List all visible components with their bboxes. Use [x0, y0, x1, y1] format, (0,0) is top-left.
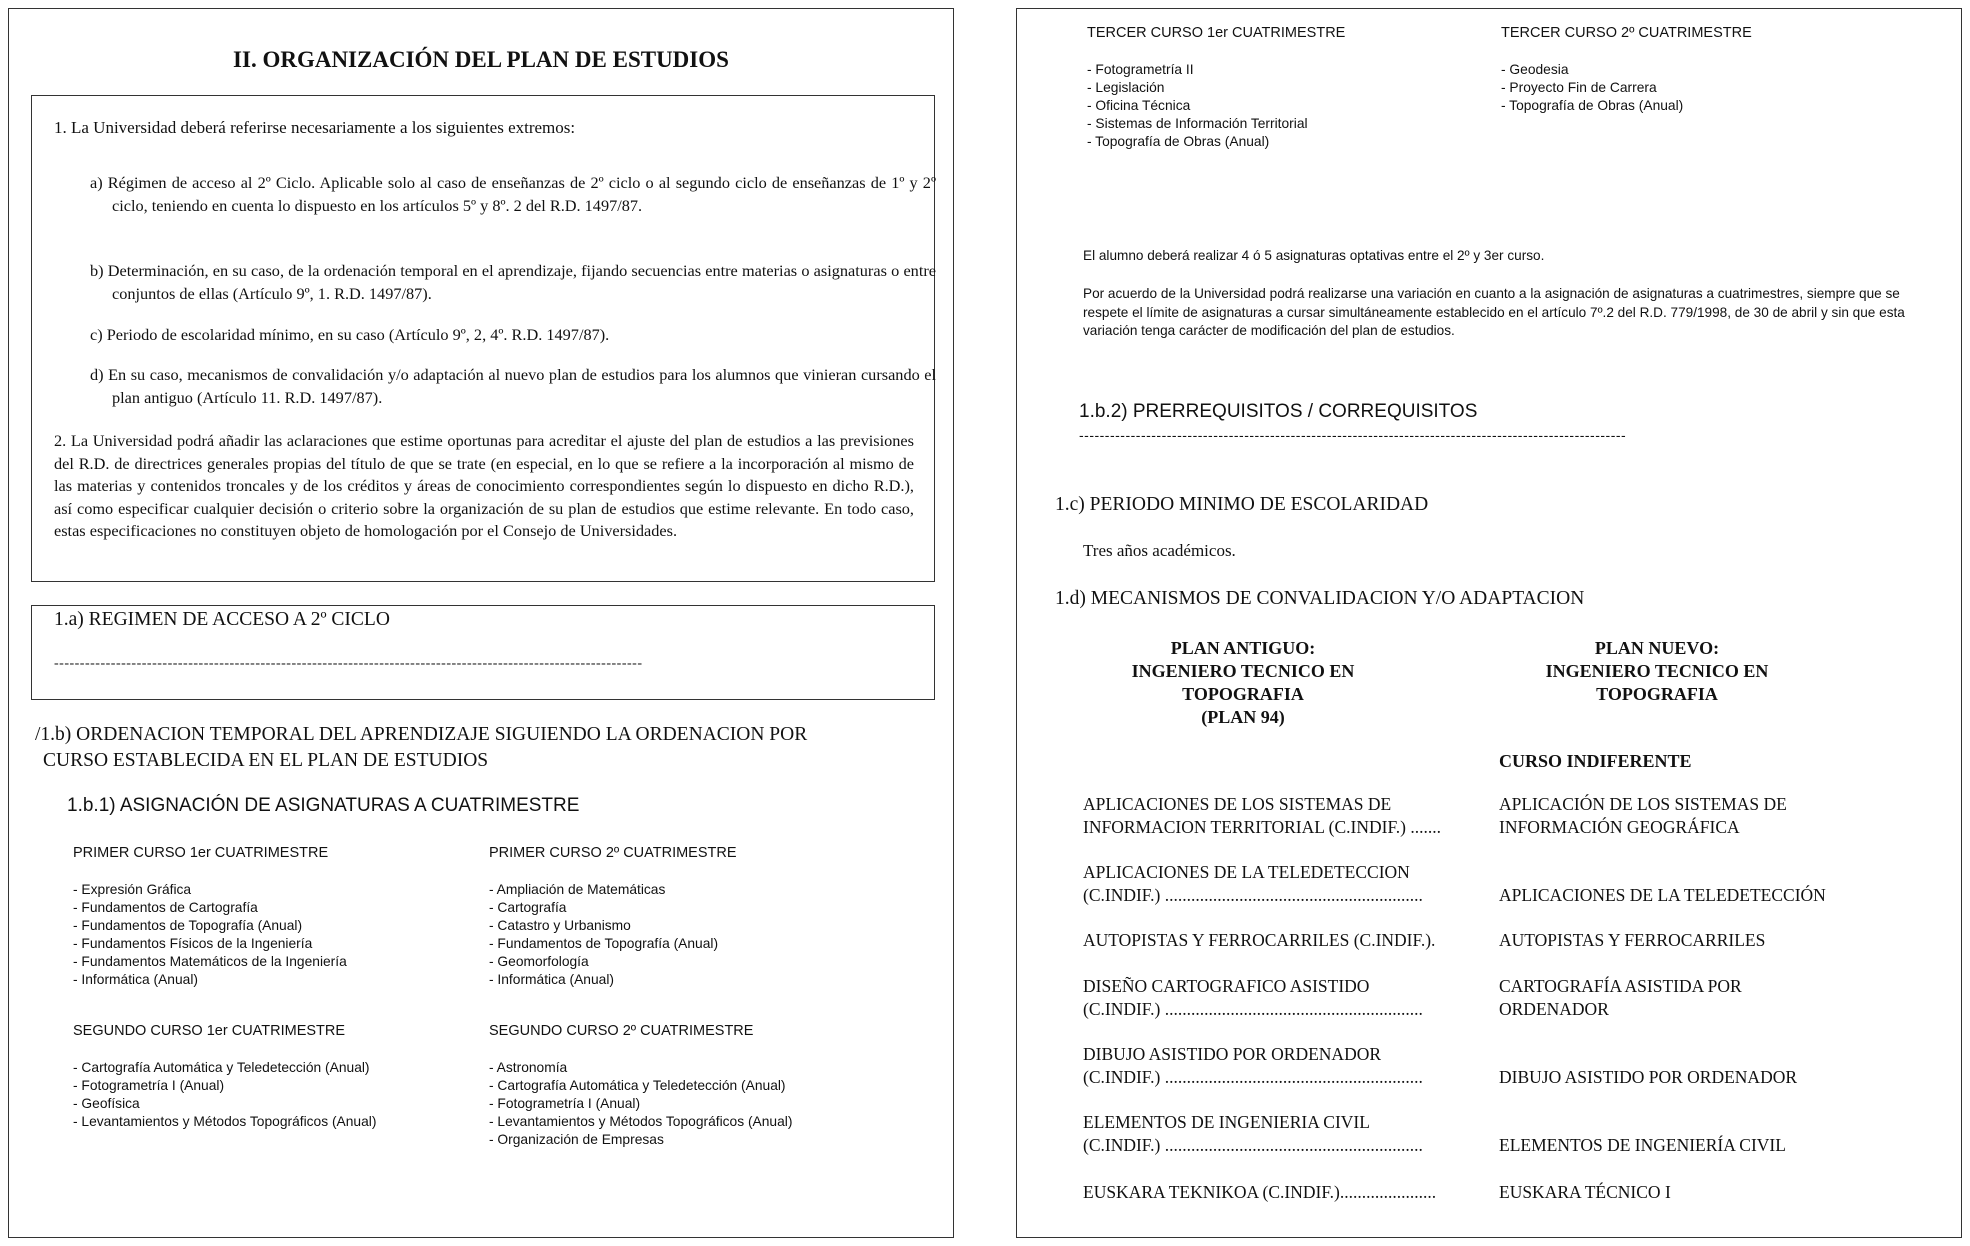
primer-curso-2-heading: PRIMER CURSO 2º CUATRIMESTRE [489, 845, 737, 861]
list-item: - Informática (Anual) [489, 972, 614, 987]
list-item: - Legislación [1087, 80, 1165, 95]
left-page [8, 8, 954, 1238]
instructions-point-2: 2. La Universidad podrá añadir las aclaraciones que estime oportunas para acreditar el ajuste del plan de estudios a las previsiones del R.D. de directrices generales propias del título de que se trate (en especial, en lo que se refiere a la incorporación al mismo de las materias y contenidos troncales y de los créditos y áreas de conocimiento correspondientes según lo dispuesto en dicho R.D.), así como especificar cualquier decisión o criterio sobre la organización de su plan de estudios que estime relevante. En todo caso, estas especificaciones no constituyen objeto de homologación por el Consejo de Universidades. [54, 431, 914, 540]
ordenacion-heading-line2: CURSO ESTABLECIDA EN EL PLAN DE ESTUDIOS [43, 750, 489, 771]
list-item: - Fundamentos de Topografía (Anual) [73, 918, 303, 933]
conv-new-7: EUSKARA TÉCNICO I [1499, 1182, 1671, 1202]
list-item: - Geomorfología [489, 954, 589, 969]
conv-old-2: APLICACIONES DE LA TELEDETECCION (C.INDIF.) ........................................................... [1083, 862, 1423, 905]
conv-new-1: APLICACIÓN DE LOS SISTEMAS DE INFORMACIÓN GEOGRÁFICA [1499, 794, 1787, 837]
conv-old-5: DIBUJO ASISTIDO POR ORDENADOR (C.INDIF.) ........................................................... [1083, 1044, 1423, 1087]
segundo-curso-1-list [73, 1059, 376, 1131]
regimen-dashes: ------------------------------------------------------------------------------------------------------------------ [54, 656, 643, 671]
tercer-curso-2-list [1501, 61, 1683, 115]
curso-indiferente-label: CURSO INDIFERENTE [1499, 751, 1692, 771]
conv-old-3: AUTOPISTAS Y FERROCARRILES (C.INDIF.). [1083, 930, 1436, 950]
list-item: - Oficina Técnica [1087, 98, 1191, 113]
instructions-item-b: b) Determinación, en su caso, de la ordenación temporal en el aprendizaje, fijando secuencias entre materias o asignaturas o entre conjuntos de ellas (Artículo 9º, 1. R.D. 1497/87). [90, 261, 936, 303]
conv-new-3: AUTOPISTAS Y FERROCARRILES [1499, 930, 1766, 950]
mecanismos-heading: 1.d) MECANISMOS DE CONVALIDACION Y/O ADAPTACION [1055, 588, 1585, 609]
list-item: - Topografía de Obras (Anual) [1501, 98, 1684, 113]
primer-curso-1-list [73, 881, 347, 989]
instructions-item-a: a) Régimen de acceso al 2º Ciclo. Aplicable solo al caso de enseñanzas de 2º ciclo o al segundo ciclo de enseñanzas de 1º y 2º ciclo, teniendo en cuenta lo dispuesto en los artículos 5º y 8º. 2 del R.D. 1497/87. [90, 173, 936, 215]
conv-new-4: CARTOGRAFÍA ASISTIDA POR ORDENADOR [1499, 976, 1742, 1019]
segundo-curso-1-heading: SEGUNDO CURSO 1er CUATRIMESTRE [73, 1023, 346, 1039]
list-item: - Sistemas de Información Territorial [1087, 116, 1308, 131]
tercer-curso-1-heading: TERCER CURSO 1er CUATRIMESTRE [1087, 25, 1346, 41]
acuerdo-note: Por acuerdo de la Universidad podrá realizarse una variación en cuanto a la asignación de asignaturas a cuatrimestres, siempre que se respete el límite de asignaturas a cursar simultáneamente establecido en el artículo 7º.2 del R.D. 779/1998, de 30 de abril y sin que esta variación tenga carácter de modificación del plan de estudios. [1083, 286, 1905, 338]
ordenacion-heading-line1: /1.b) ORDENACION TEMPORAL DEL APRENDIZAJE SIGUIENDO LA ORDENACION POR [35, 724, 808, 745]
page-title: II. ORGANIZACIÓN DEL PLAN DE ESTUDIOS [233, 47, 729, 72]
list-item: - Expresión Gráfica [73, 882, 192, 897]
periodo-text: Tres años académicos. [1083, 541, 1236, 560]
list-item: - Fotogrametría I (Anual) [489, 1096, 641, 1111]
tercer-curso-2-heading: TERCER CURSO 2º CUATRIMESTRE [1501, 25, 1752, 41]
plan-nuevo-heading: PLAN NUEVO: INGENIERO TECNICO EN TOPOGRAFIA [1545, 638, 1769, 704]
periodo-heading: 1.c) PERIODO MINIMO DE ESCOLARIDAD [1055, 494, 1429, 515]
list-item: - Astronomía [489, 1060, 568, 1075]
instructions-item-d: d) En su caso, mecanismos de convalidación y/o adaptación al nuevo plan de estudios para los alumnos que vinieran cursando el plan antiguo (Artículo 11. R.D. 1497/87). [90, 365, 936, 407]
list-item: - Proyecto Fin de Carrera [1501, 80, 1657, 95]
list-item: - Fundamentos de Topografía (Anual) [489, 936, 719, 951]
instructions-box [31, 95, 935, 582]
instructions-item-c: c) Periodo de escolaridad mínimo, en su caso (Artículo 9º, 2, 4º. R.D. 1497/87). [90, 325, 610, 344]
segundo-curso-2-heading: SEGUNDO CURSO 2º CUATRIMESTRE [489, 1023, 754, 1039]
asignacion-heading: 1.b.1) ASIGNACIÓN DE ASIGNATURAS A CUATRIMESTRE [67, 795, 580, 816]
primer-curso-1-heading: PRIMER CURSO 1er CUATRIMESTRE [73, 845, 329, 861]
conv-old-6: ELEMENTOS DE INGENIERIA CIVIL (C.INDIF.) ........................................................... [1083, 1112, 1423, 1155]
conv-new-2: APLICACIONES DE LA TELEDETECCIÓN [1499, 885, 1826, 905]
plan-antiguo-heading: PLAN ANTIGUO: INGENIERO TECNICO EN TOPOGRAFIA (PLAN 94) [1131, 638, 1355, 727]
segundo-curso-2-list [489, 1059, 792, 1149]
primer-curso-2-list [489, 881, 718, 989]
list-item: - Fundamentos Matemáticos de la Ingeniería [73, 954, 347, 969]
list-item: - Levantamientos y Métodos Topográficos (Anual) [489, 1114, 793, 1129]
conv-new-5: DIBUJO ASISTIDO POR ORDENADOR [1499, 1067, 1798, 1087]
prerrequisitos-heading: 1.b.2) PRERREQUISITOS / CORREQUISITOS [1079, 401, 1478, 422]
conv-new-6: ELEMENTOS DE INGENIERÍA CIVIL [1499, 1135, 1786, 1155]
regimen-box [31, 605, 935, 700]
tercer-curso-1-list [1087, 61, 1308, 151]
right-page [1016, 8, 1962, 1238]
list-item: - Fundamentos Físicos de la Ingeniería [73, 936, 313, 951]
prerrequisitos-dashes: ---------------------------------------------------------------------------------------------------------- [1079, 427, 1627, 443]
conv-old-1: APLICACIONES DE LOS SISTEMAS DE INFORMACION TERRITORIAL (C.INDIF.) ....... [1083, 794, 1441, 837]
list-item: - Fotogrametría I (Anual) [73, 1078, 225, 1093]
list-item: - Fotogrametría II [1087, 62, 1194, 77]
list-item: - Cartografía Automática y Teledetección (Anual) [73, 1060, 370, 1075]
list-item: - Geofísica [73, 1096, 140, 1111]
conv-old-4: DISEÑO CARTOGRAFICO ASISTIDO (C.INDIF.) ........................................................... [1083, 976, 1423, 1019]
list-item: - Cartografía [489, 900, 567, 915]
list-item: - Ampliación de Matemáticas [489, 882, 666, 897]
list-item: - Geodesia [1501, 62, 1569, 77]
list-item: - Topografía de Obras (Anual) [1087, 134, 1270, 149]
list-item: - Levantamientos y Métodos Topográficos (Anual) [73, 1114, 377, 1129]
list-item: - Organización de Empresas [489, 1132, 664, 1147]
conv-old-7: EUSKARA TEKNIKOA (C.INDIF.)...................... [1083, 1182, 1437, 1202]
list-item: - Informática (Anual) [73, 972, 198, 987]
instructions-point-1: 1. La Universidad deberá referirse necesariamente a los siguientes extremos: [54, 118, 576, 137]
list-item: - Cartografía Automática y Teledetección (Anual) [489, 1078, 786, 1093]
optativas-note: El alumno deberá realizar 4 ó 5 asignaturas optativas entre el 2º y 3er curso. [1083, 248, 1545, 263]
regimen-heading: 1.a) REGIMEN DE ACCESO A 2º CICLO [54, 609, 390, 630]
list-item: - Catastro y Urbanismo [489, 918, 631, 933]
list-item: - Fundamentos de Cartografía [73, 900, 258, 915]
